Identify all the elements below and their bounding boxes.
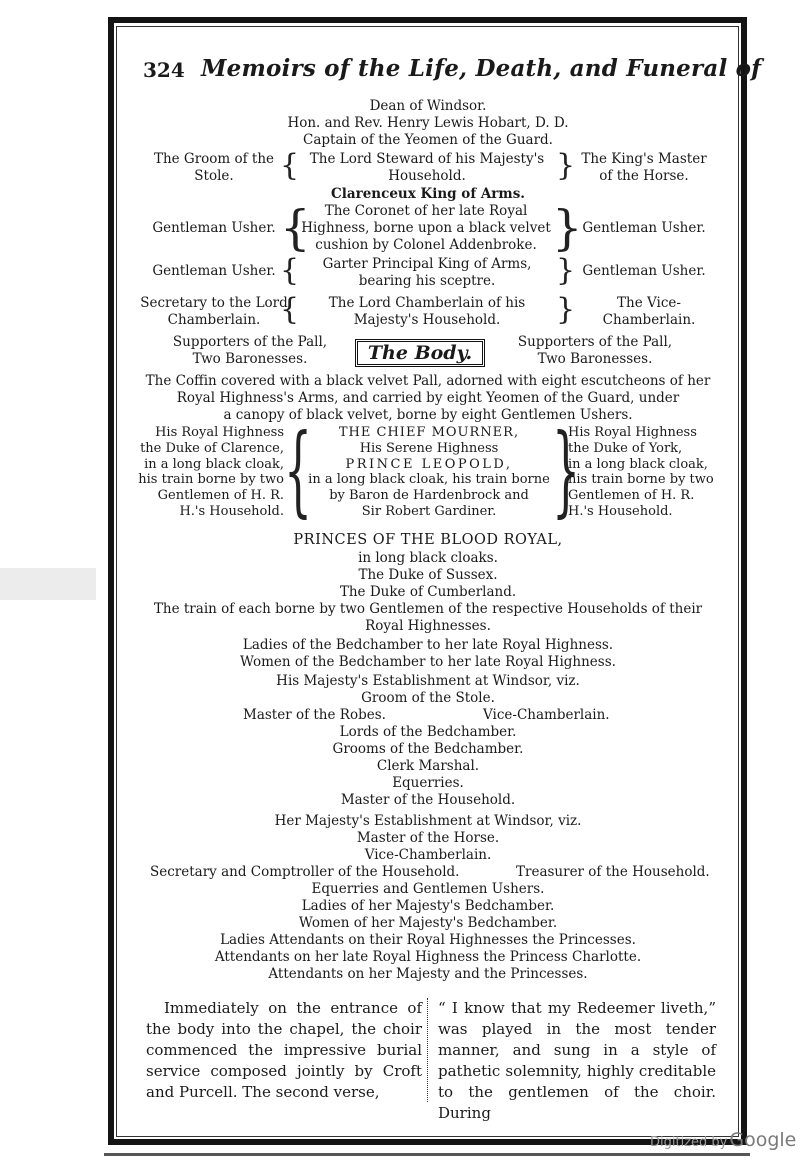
groom-left: The Groom of the Stole.: [153, 151, 275, 184]
york-block: [568, 425, 728, 520]
clarence-line: in a long black cloak,: [144, 456, 284, 472]
chamberlain-right: The Vice-Chamberlain.: [602, 295, 696, 328]
clarence-line: H.'s Household.: [179, 503, 284, 519]
left-brace: {: [284, 414, 313, 528]
york-line: Gentlemen of H. R.: [568, 488, 695, 504]
clarence-block: [130, 425, 284, 520]
chief-mourner-line: His Serene Highness: [359, 440, 499, 456]
column-divider: [427, 998, 430, 1102]
clarence-line: his train borne by two: [138, 472, 284, 488]
treasurer: Treasurer of the Household.: [516, 864, 710, 880]
ladies-line: Ladies of the Bedchamber to her late Royal Highness.: [242, 637, 614, 653]
clarence-line: the Duke of Clarence,: [140, 440, 284, 456]
page-number: 324: [143, 58, 185, 82]
garter-left: Gentleman Usher.: [152, 263, 276, 279]
intro-line: Captain of the Yeomen of the Guard.: [303, 132, 553, 148]
intro-line: Dean of Windsor.: [369, 98, 487, 114]
york-line: in a long black cloak,: [568, 456, 708, 472]
her-majesty-line: Ladies Attendants on their Royal Highnesses the Princesses.: [220, 932, 636, 948]
secretary-comptroller: Secretary and Comptroller of the Household.: [150, 864, 460, 880]
york-line: his train borne by two: [568, 472, 714, 488]
coffin-line: Royal Highness's Arms, and carried by eight Yeomen of the Guard, under: [176, 390, 680, 406]
clarenceux-line: Clarenceux King of Arms.: [330, 186, 525, 202]
groom-right: The King's Master of the Horse.: [581, 151, 707, 184]
his-majesty-line: Clerk Marshal.: [376, 758, 480, 774]
right-brace: }: [556, 292, 576, 327]
right-brace: }: [556, 148, 576, 183]
page-title: Memoirs of the Life, Death, and Funeral of: [201, 55, 762, 82]
princes-line: The Duke of Cumberland.: [339, 584, 517, 600]
left-brace: {: [280, 292, 300, 327]
york-line: H.'s Household.: [568, 503, 673, 519]
right-brace: }: [556, 253, 576, 288]
coronet-center: The Coronet of her late Royal Highness, borne upon a black velvet cushion by Colonel Addenbroke.: [301, 203, 551, 253]
running-header: [143, 55, 762, 87]
chief-mourner-block: [300, 425, 558, 520]
his-majesty-line: Groom of the Stole.: [361, 690, 495, 706]
right-brace: }: [552, 414, 581, 528]
chamberlain-left: Secretary to the Lord Chamberlain.: [140, 295, 288, 328]
princes-heading: PRINCES OF THE BLOOD ROYAL,: [293, 532, 563, 548]
bottom-rule: [104, 1153, 750, 1156]
groom-center: The Lord Steward of his Majesty's Household.: [309, 151, 545, 184]
princes-line: The Duke of Sussex.: [358, 567, 498, 583]
her-majesty-line: Ladies of her Majesty's Bedchamber.: [301, 898, 555, 914]
vice-chamberlain: Vice-Chamberlain.: [483, 707, 610, 723]
chief-mourner-line: in a long black cloak, his train borne: [308, 472, 550, 488]
his-majesty-line: Equerries.: [392, 775, 464, 791]
coffin-line: The Coffin covered with a black velvet Pall, adorned with eight escutcheons of her: [145, 373, 711, 389]
clarence-line: His Royal Highness: [155, 425, 284, 440]
garter-center: Garter Principal King of Arms, bearing his sceptre.: [322, 256, 532, 289]
watermark-brand: Google: [729, 1129, 797, 1151]
coronet-right: Gentleman Usher.: [582, 220, 706, 236]
left-brace: {: [280, 148, 300, 183]
york-line: the Duke of York,: [568, 440, 683, 456]
his-majesty-line: Grooms of the Bedchamber.: [332, 741, 524, 757]
chief-mourner-line: THE CHIEF MOURNER,: [338, 425, 520, 440]
clarence-line: Gentlemen of H. R.: [157, 488, 284, 504]
her-majesty-line: Master of the Horse.: [356, 830, 500, 846]
coffin-line: a canopy of black velvet, borne by eight Gentlemen Ushers.: [223, 407, 633, 423]
chamberlain-center: The Lord Chamberlain of his Majesty's Household.: [328, 295, 526, 328]
his-majesty-heading: His Majesty's Establishment at Windsor, viz.: [276, 673, 580, 689]
master-of-robes: Master of the Robes.: [243, 707, 386, 723]
coronet-left: Gentleman Usher.: [152, 220, 276, 236]
her-majesty-heading: Her Majesty's Establishment at Windsor, viz.: [274, 813, 582, 829]
his-majesty-line: Lords of the Bedchamber.: [339, 724, 517, 740]
ladies-line: Women of the Bedchamber to her late Royal Highness.: [240, 654, 616, 670]
the-body-label: The Body.: [367, 342, 473, 364]
train-line: The train of each borne by two Gentlemen of the respective Households of their: [153, 601, 703, 617]
chief-mourner-line: Sir Robert Gardiner.: [361, 503, 497, 519]
garter-right: Gentleman Usher.: [582, 263, 706, 279]
left-brace: {: [280, 253, 300, 288]
margin-shade: [0, 568, 96, 600]
train-line: Royal Highnesses.: [365, 618, 491, 634]
chief-mourner-line: PRINCE LEOPOLD,: [345, 456, 513, 472]
pall-supporters-right: Supporters of the Pall, Two Baronesses.: [517, 334, 673, 367]
left-brace: {: [280, 200, 311, 256]
paragraph-right: “ I know that my Redeemer liveth,” was played in the most tender manner, and sung in a style of pathetic solemnity, highly creditable to the gentlemen of the choir. During: [438, 999, 716, 1122]
pall-supporters-left: Supporters of the Pall, Two Baronesses.: [172, 334, 328, 367]
intro-line: Hon. and Rev. Henry Lewis Hobart, D. D.: [287, 115, 569, 131]
her-majesty-line: Equerries and Gentlemen Ushers.: [311, 881, 545, 897]
paragraph-left: Immediately on the entrance of the body into the chapel, the choir commenced the impressive burial service composed jointly by Croft and Purcell. The second verse,: [146, 999, 422, 1101]
digitized-watermark: [650, 1129, 796, 1151]
chief-mourner-line: by Baron de Hardenbrock and: [329, 488, 529, 504]
her-majesty-line: Attendants on her Majesty and the Princesses.: [268, 966, 588, 982]
right-brace: }: [552, 200, 583, 256]
his-majesty-line: Master of the Household.: [340, 792, 516, 808]
york-line: His Royal Highness: [568, 425, 697, 440]
her-majesty-line: Women of her Majesty's Bedchamber.: [298, 915, 558, 931]
her-majesty-line: Vice-Chamberlain.: [364, 847, 492, 863]
her-majesty-line: Attendants on her late Royal Highness the Princess Charlotte.: [214, 949, 642, 965]
the-body-box: [355, 339, 485, 367]
princes-line: in long black cloaks.: [358, 550, 498, 566]
watermark-prefix: Digitized by: [650, 1135, 728, 1150]
